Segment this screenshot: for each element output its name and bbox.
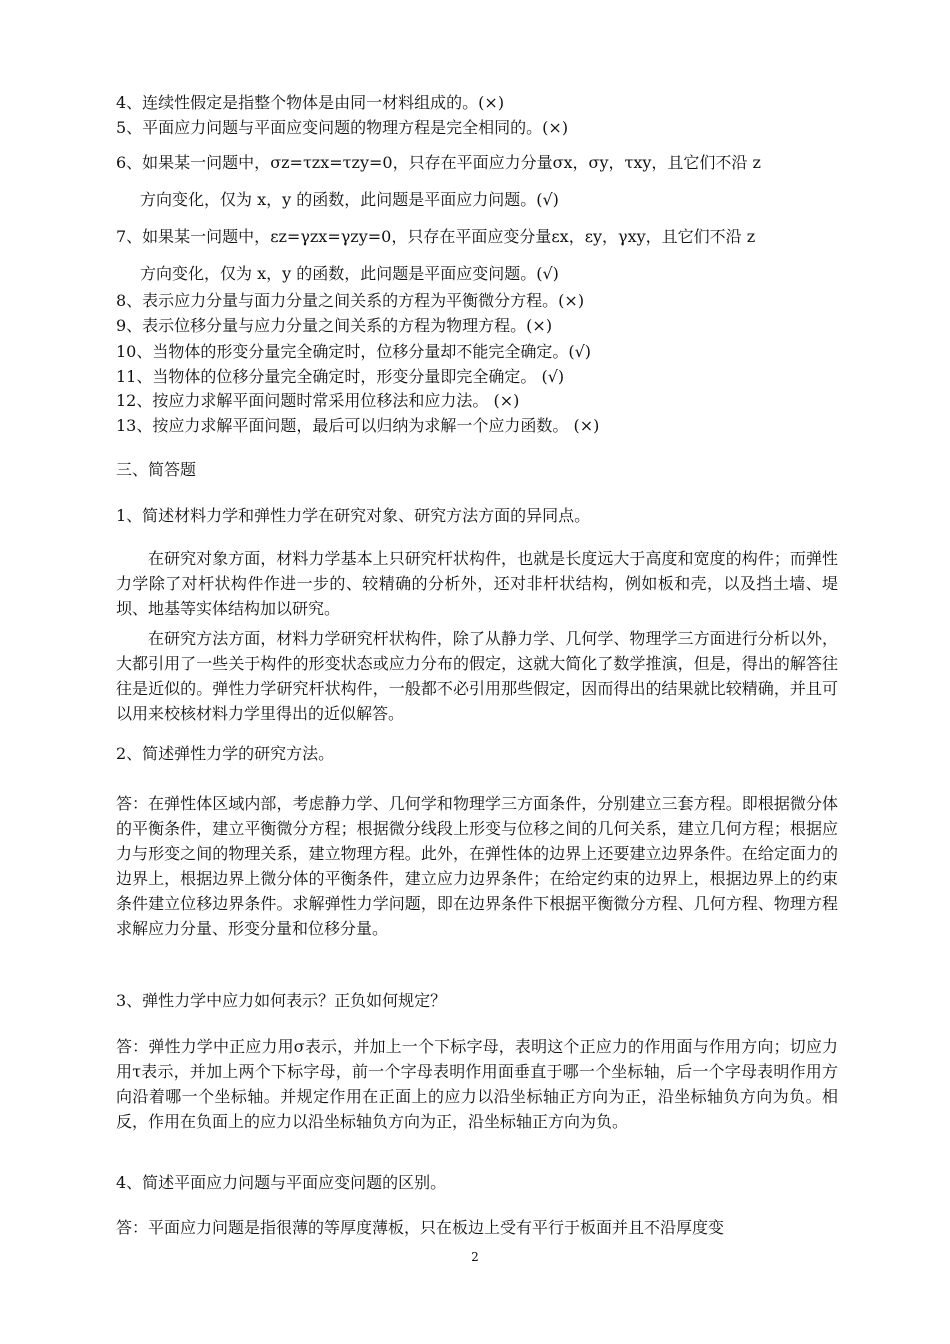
tf-item-5: 5、平面应力问题与平面应变问题的物理方程是完全相同的。(×): [116, 118, 569, 137]
question-4-answer: 答：平面应力问题是指很薄的等厚度薄板，只在板边上受有平行于板面并且不沿厚度变: [116, 1218, 725, 1237]
tf-item-9: 9、表示位移分量与应力分量之间关系的方程为物理方程。(×): [116, 316, 553, 335]
question-1-paragraph-1: 在研究对象方面，材料力学基本上只研究杆状构件，也就是长度远大于高度和宽度的构件；而弹性力学除了对杆状构件作进一步的、较精确的分析外，还对非杆状结构，例如板和壳，以及挡土墙、堤坝、地基等实体结构加以研究。: [116, 549, 838, 618]
tf-item-7-variables: εx，εy，γxy: [551, 227, 646, 246]
tf-item-12: 12、按应力求解平面问题时常采用位移法和应力法。 (×): [116, 391, 520, 410]
question-4-title: 4、简述平面应力问题与平面应变问题的区别。: [116, 1173, 447, 1192]
tf-item-7: [116, 226, 755, 248]
tf-item-6-continuation: 方向变化，仅为 x，y 的函数，此问题是平面应力问题。(√): [140, 190, 559, 209]
tf-item-7-continuation: 方向变化，仅为 x，y 的函数，此问题是平面应变问题。(√): [140, 264, 559, 283]
tf-item-6-middle: ，只存在平面应力分量: [392, 153, 553, 172]
tf-item-7-prefix: 7、如果某一问题中，: [116, 227, 271, 246]
tf-item-11: 11、当物体的位移分量完全确定时，形变分量即完全确定。 (√): [116, 367, 565, 386]
section-heading: 三、简答题: [116, 460, 197, 479]
question-2-title: 2、简述弹性力学的研究方法。: [116, 744, 335, 763]
tf-item-6-equation: σz=τzx=τzy=0: [270, 153, 393, 172]
tf-item-6-suffix: ，且它们不沿 z: [651, 153, 761, 172]
tf-item-7-equation: εz=γzx=γzy=0: [270, 227, 392, 246]
tf-item-6-variables: σx，σy，τxy: [552, 153, 652, 172]
tf-item-13: 13、按应力求解平面问题，最后可以归纳为求解一个应力函数。 (×): [116, 416, 600, 435]
tf-item-6: [116, 152, 761, 174]
tf-item-6-prefix: 6、如果某一问题中，: [116, 153, 271, 172]
tf-item-10: 10、当物体的形变分量完全确定时，位移分量却不能完全确定。(√): [116, 342, 592, 361]
tf-item-7-suffix: ，且它们不沿 z: [645, 227, 756, 246]
tf-item-7-middle: ，只存在平面应变分量: [391, 227, 552, 246]
question-1-paragraph-2: 在研究方法方面，材料力学研究杆状构件，除了从静力学、几何学、物理学三方面进行分析以外，大都引用了一些关于构件的形变状态或应力分布的假定，这就大简化了数学推演，但是，得出的解答往往是近似的。弹性力学研究杆状构件，一般都不必引用那些假定，因而得出的结果就比较精确，并且可以用来校核材料力学里得出的近似解答。: [116, 629, 838, 723]
tf-item-4: 4、连续性假定是指整个物体是由同一材料组成的。(×): [116, 93, 505, 112]
page-number: 2: [471, 1250, 479, 1264]
question-3-answer: 答：弹性力学中正应力用σ表示，并加上一个下标字母，表明这个正应力的作用面与作用方向；切应力用τ表示，并加上两个下标字母，前一个字母表明作用面垂直于哪一个坐标轴，后一个字母表明作用方向沿着哪一个坐标轴。并规定作用在正面上的应力以沿坐标轴正方向为正，沿坐标轴负方向为负。相反，作用在负面上的应力以沿坐标轴负方向为正，沿坐标轴正方向为负。: [116, 1037, 838, 1131]
question-1-title: 1、简述材料力学和弹性力学在研究对象、研究方法方面的异同点。: [116, 506, 591, 525]
question-2-answer: 答：在弹性体区域内部，考虑静力学、几何学和物理学三方面条件，分别建立三套方程。即根据微分体的平衡条件，建立平衡微分方程；根据微分线段上形变与位移之间的几何关系，建立几何方程；根据应力与形变之间的物理关系，建立物理方程。此外，在弹性体的边界上还要建立边界条件。在给定面力的边界上，根据边界上微分体的平衡条件，建立应力边界条件；在给定约束的边界上，根据边界上的约束条件建立位移边界条件。求解弹性力学问题，即在边界条件下根据平衡微分方程、几何方程、物理方程求解应力分量、形变分量和位移分量。: [116, 794, 838, 938]
question-3-title: 3、弹性力学中应力如何表示？正负如何规定？: [116, 991, 447, 1010]
tf-item-8: 8、表示应力分量与面力分量之间关系的方程为平衡微分方程。(×): [116, 291, 585, 310]
